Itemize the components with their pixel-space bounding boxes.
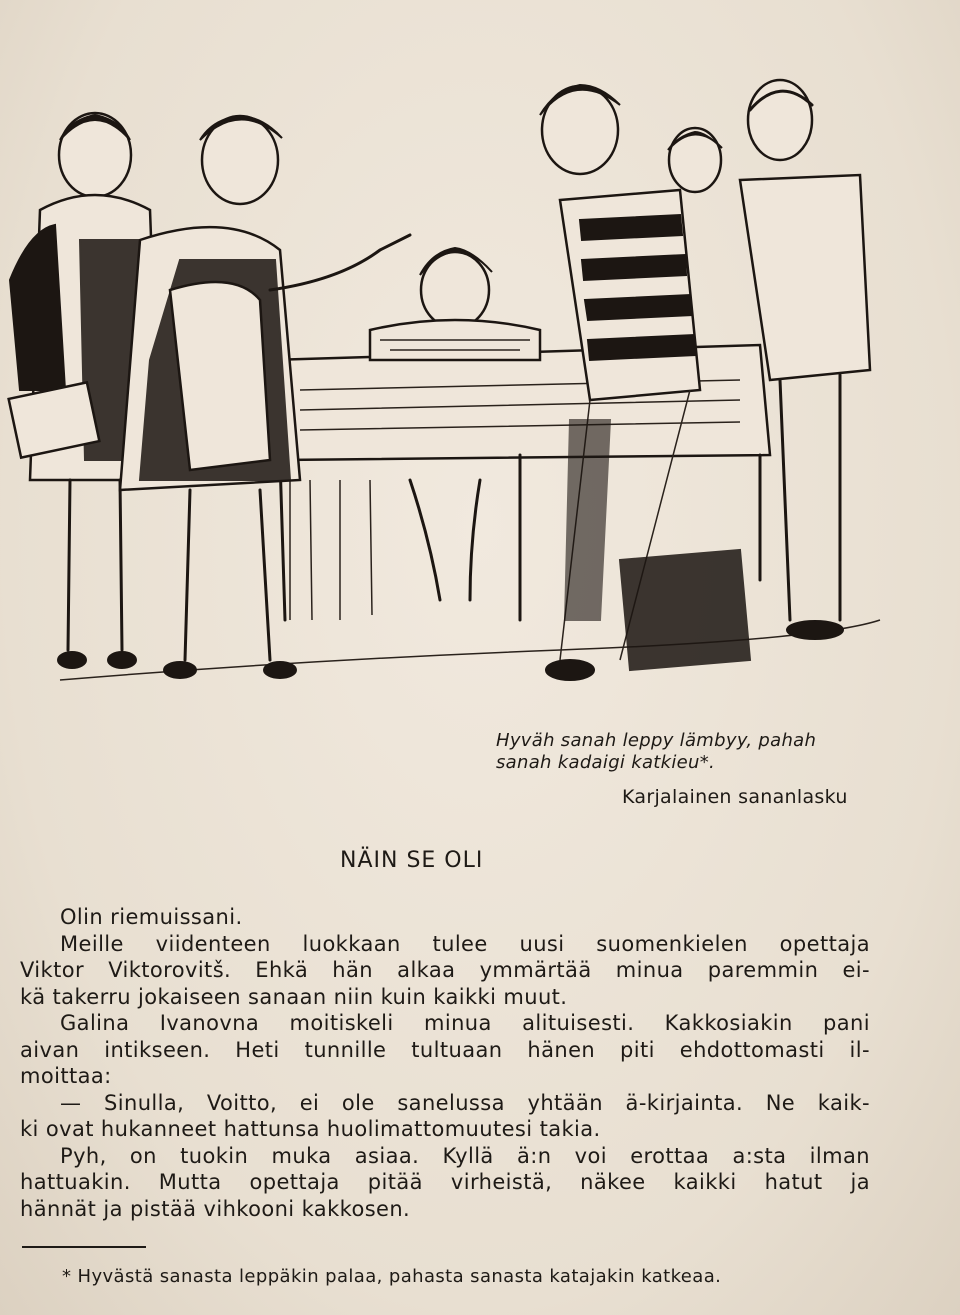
text-line: kä takerru jokaiseen sanaan niin kuin kaikki muut.	[20, 984, 568, 1009]
epigraph	[496, 730, 876, 774]
text-line: — Sinulla, Voitto, ei ole sanelussa yhtään ä-kirjainta. Ne kaik-	[60, 1090, 870, 1115]
epigraph-source: Karjalainen sananlasku	[622, 786, 848, 808]
text-line: Meille viidenteen luokkaan tulee uusi suomenkielen opettaja	[60, 931, 870, 956]
text-line: aivan intikseen. Heti tunnille tultuaan hänen piti ehdottomasti il-	[20, 1037, 870, 1062]
text-line: moittaa:	[20, 1064, 112, 1088]
text-line: ki ovat hukanneet hattunsa huolimattomuutesi takia.	[20, 1117, 601, 1141]
body-text	[20, 904, 870, 1222]
text-line: Pyh, on tuokin muka asiaa. Kyllä ä:n voi erottaa a:sta ilman	[60, 1143, 870, 1168]
footnote: * Hyvästä sanasta leppäkin palaa, pahasta sanasta katajakin katkeaa.	[62, 1266, 722, 1287]
footnote-divider	[22, 1246, 146, 1248]
boy-background-head	[668, 128, 722, 192]
epigraph-line: sanah kadaigi katkieu*.	[496, 752, 716, 773]
text-line: Galina Ivanovna moitiskeli minua alituisesti. Kakkosiakin pani	[60, 1011, 870, 1035]
text-line: Viktor Viktorovitš. Ehkä hän alkaa ymmärtää minua paremmin ei-	[20, 958, 870, 982]
classroom-illustration	[0, 60, 900, 700]
text-line: hattuakin. Mutta opettaja pitää virheistä, näkee kaikki hatut ja	[20, 1170, 870, 1194]
satchel	[620, 550, 750, 670]
text-line: hännät ja pistää vihkooni kakkosen.	[20, 1196, 411, 1221]
epigraph-line: Hyväh sanah leppy lämbyy, pahah	[496, 730, 817, 751]
chapter-title: NÄIN SE OLI	[340, 848, 484, 873]
text-line: Olin riemuissani.	[60, 905, 243, 929]
